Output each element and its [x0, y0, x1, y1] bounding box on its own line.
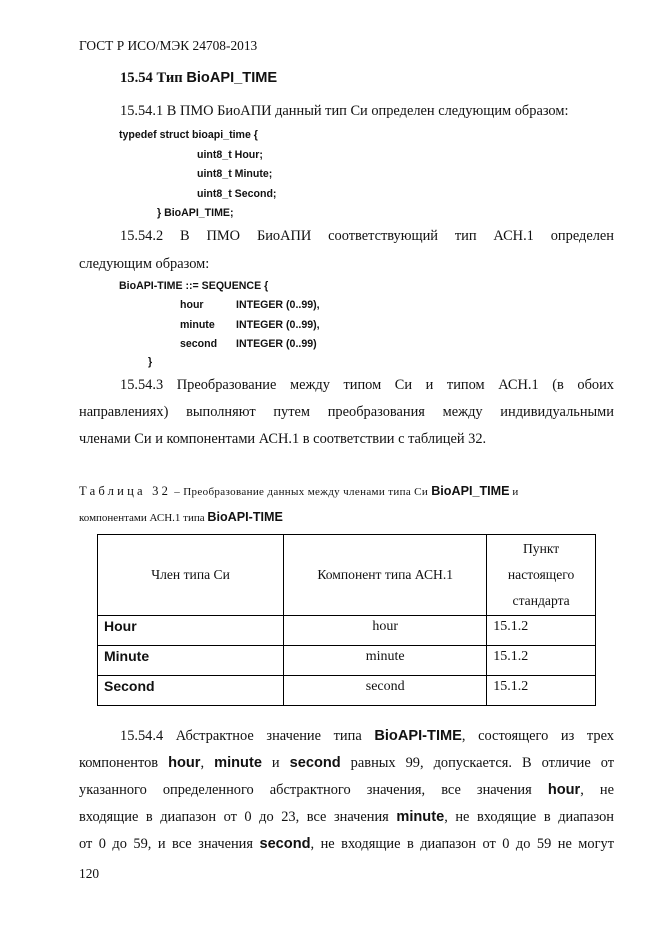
table-row [98, 616, 596, 646]
mapping-table [97, 534, 596, 706]
table-caption [79, 484, 518, 499]
code-field-name: second [180, 338, 218, 350]
code-field-name: hour [180, 299, 204, 311]
table-header-cell: Компонент типа АСН.1 [284, 535, 487, 616]
paragraph-15-54-2-line2: следующим образом: [79, 256, 210, 272]
paragraph-15-54-2-line1: 15.54.2 В ПМО БиоАПИ соответствующий тип АСН.1 определен [120, 228, 614, 244]
table-caption-and: и [509, 486, 519, 498]
paragraph-15-54-4-line4: входящие в диапазон от 0 до 23, все значения minute, не входящие в диапазон [79, 809, 615, 825]
table-caption-text2: компонентами АСН.1 типа [79, 512, 208, 524]
table-header-row [98, 535, 596, 616]
code-line: uint8_t Second; [197, 188, 277, 200]
paragraph-15-54-4-line5: от 0 до 59, и все значения second, не входящие в диапазон от 0 до 59 не могут [79, 836, 614, 852]
table-cell-member: Minute [98, 646, 284, 676]
paragraph-15-54-4-line3: указанного определенного абстрактного значения, все значения hour, не [79, 782, 614, 798]
table-cell-member: Second [98, 676, 284, 706]
table-row [98, 646, 596, 676]
paragraph-15-54-4-line1: 15.54.4 Абстрактное значение типа BioAPI-TIME, состоящего из трех [120, 728, 614, 744]
table-header-cell: Член типа Си [98, 535, 284, 616]
code-line: uint8_t Hour; [197, 149, 263, 161]
table-caption-line2 [79, 510, 283, 524]
code-line: uint8_t Minute; [197, 168, 273, 180]
paragraph-15-54-3-line1: 15.54.3 Преобразование между типом Си и типом АСН.1 (в обоих [120, 377, 614, 393]
section-heading [120, 70, 277, 87]
code-line: typedef struct bioapi_time { [119, 129, 258, 141]
document-header: ГОСТ Р ИСО/МЭК 24708-2013 [79, 38, 258, 53]
table-header-cell [487, 535, 596, 616]
table-cell-component: minute [284, 646, 487, 676]
table-cell-clause: 15.1.2 [487, 676, 596, 706]
table-cell-member: Hour [98, 616, 284, 646]
table-row [98, 676, 596, 706]
table-caption-type2: BioAPI-TIME [207, 510, 283, 524]
table-cell-component: second [284, 676, 487, 706]
section-type-name: BioAPI_TIME [186, 70, 278, 86]
paragraph-15-54-3-line3: членами Си и компонентами АСН.1 в соответствии с таблицей 32. [79, 431, 487, 447]
table-cell-clause: 15.1.2 [487, 616, 596, 646]
table-cell-component: hour [284, 616, 487, 646]
table-caption-label: Таблица 32 [79, 484, 172, 498]
table-header-text: стандарта [512, 593, 570, 608]
paragraph-15-54-4-line2: компонентов hour, minute и second равных 99, допускается. В отличие от [79, 755, 614, 771]
paragraph-15-54-3-line2: направлениях) выполняют путем преобразования между индивидуальными [79, 404, 614, 420]
code-line: BioAPI-TIME ::= SEQUENCE { [119, 280, 269, 292]
code-line: } [148, 356, 153, 368]
code-field-def: INTEGER (0..99), [236, 299, 320, 311]
table-header-text: Пункт [522, 541, 560, 556]
paragraph-15-54-1: 15.54.1 В ПМО БиоАПИ данный тип Си определен следующим образом: [120, 103, 569, 119]
table-caption-text: – Преобразование данных между членами типа Си [171, 486, 432, 498]
table-cell-clause: 15.1.2 [487, 646, 596, 676]
code-field-name: minute [180, 319, 215, 331]
page-number: 120 [79, 866, 100, 881]
code-field-def: INTEGER (0..99) [236, 338, 317, 350]
table-header-text: настоящего [507, 567, 575, 582]
code-line: } BioAPI_TIME; [157, 207, 234, 219]
table-caption-type: BioAPI_TIME [431, 484, 510, 498]
section-number: 15.54 Тип [120, 70, 187, 86]
code-field-def: INTEGER (0..99), [236, 319, 320, 331]
